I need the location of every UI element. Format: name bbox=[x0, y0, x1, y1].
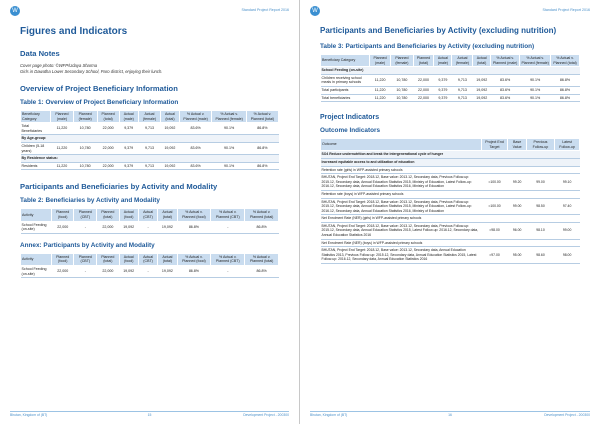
table-cell: 10,780 bbox=[391, 74, 413, 86]
table-cell: 9,379 bbox=[434, 86, 452, 94]
page-number: 15 bbox=[147, 413, 152, 417]
table-cell: =98.00 bbox=[481, 222, 508, 239]
table-cell: 83.6% bbox=[490, 74, 519, 86]
footer-rule bbox=[10, 411, 289, 412]
table-cell: 98.00 bbox=[555, 247, 580, 264]
column-header: Planned (food) bbox=[51, 253, 74, 265]
row-label: School Feeding (on-site) bbox=[21, 265, 52, 277]
table-header-row bbox=[321, 55, 580, 67]
table-cell: 90.1% bbox=[212, 123, 246, 135]
data-notes-heading: Data Notes bbox=[20, 49, 60, 58]
table-cell: 9,713 bbox=[138, 162, 160, 170]
wfp-logo-icon: W bbox=[310, 6, 320, 16]
row-label: Children (5-18 years) bbox=[21, 142, 51, 154]
footer-left: Bhutan, Kingdom of (BT) bbox=[10, 413, 48, 417]
table-cell: 90.1% bbox=[520, 86, 551, 94]
table-header-row bbox=[21, 253, 279, 265]
table-header-row bbox=[321, 139, 580, 151]
group-label: SO4 Reduce undernutrition and break the intergenerational cycle of hunger bbox=[321, 151, 580, 159]
table-cell: 83.6% bbox=[179, 162, 212, 170]
page-number: 16 bbox=[448, 413, 452, 417]
table-group-row bbox=[321, 67, 580, 75]
table-cell: 9,713 bbox=[138, 123, 160, 135]
column-header: Planned (female) bbox=[391, 55, 413, 67]
table-cell: 19,092 bbox=[473, 94, 491, 102]
table-cell: 86.8% bbox=[177, 265, 211, 277]
column-header: Beneficiary Category bbox=[21, 111, 51, 123]
table-group-row bbox=[321, 239, 580, 247]
group-label: Retention rate (girls) in WFP-assisted primary schools bbox=[321, 166, 580, 174]
column-header: Actual (total) bbox=[158, 209, 177, 221]
table-cell: 22,000 bbox=[413, 86, 434, 94]
column-header: Activity bbox=[21, 253, 52, 265]
column-header: Actual (CBT) bbox=[138, 253, 157, 265]
table-cell: 86.8% bbox=[551, 74, 580, 86]
column-header: Actual (male) bbox=[119, 111, 138, 123]
table-cell: 99.10 bbox=[555, 174, 580, 191]
column-header: % Actual v. Planned (female) bbox=[212, 111, 246, 123]
outcome-indicators-heading: Outcome Indicators bbox=[320, 127, 381, 135]
table-cell: 10,780 bbox=[73, 162, 97, 170]
table-cell: 19,092 bbox=[161, 123, 180, 135]
column-header: Planned (food) bbox=[51, 209, 74, 221]
participants-heading: Participants and Beneficiaries by Activity and Modality bbox=[20, 182, 218, 192]
table-header-row bbox=[21, 209, 279, 221]
column-header: Planned (total) bbox=[97, 111, 119, 123]
group-label: By Age-group: bbox=[21, 135, 279, 143]
table-group-row bbox=[21, 135, 279, 143]
data-note-line: Girls in Dawatha Lower Secondary School, Paro district, enjoying their lunch. bbox=[20, 69, 163, 74]
column-header: Previous Follow-up bbox=[526, 139, 554, 151]
column-header: Actual (total) bbox=[473, 55, 491, 67]
table-cell: 9,379 bbox=[434, 74, 452, 86]
table-cell: 83.6% bbox=[490, 86, 519, 94]
table-cell: 90.1% bbox=[520, 74, 551, 86]
table-cell: 99.00 bbox=[555, 222, 580, 239]
table-row bbox=[21, 162, 279, 170]
table-row bbox=[321, 86, 580, 94]
page-right bbox=[300, 0, 600, 424]
page-title: Figures and Indicators bbox=[20, 26, 128, 37]
table-cell: 11,220 bbox=[51, 142, 73, 154]
column-header: Actual (CBT) bbox=[138, 209, 157, 221]
table-cell: 86.8% bbox=[551, 86, 580, 94]
column-header: Base Value bbox=[508, 139, 526, 151]
table-cell: 19,092 bbox=[161, 162, 180, 170]
column-header: Actual (total) bbox=[161, 111, 180, 123]
table-row bbox=[321, 94, 580, 102]
group-label: Net Enrolment Rate (NER) (boys) in WFP-assisted primary schools bbox=[321, 239, 580, 247]
table-cell: 86.8% bbox=[246, 162, 278, 170]
table-cell: 19,092 bbox=[473, 74, 491, 86]
column-header: Actual (male) bbox=[434, 55, 452, 67]
table-cell: =100.00 bbox=[481, 174, 508, 191]
table-row bbox=[21, 142, 279, 154]
table-cell: 98.10 bbox=[526, 222, 554, 239]
table-cell: 19,092 bbox=[158, 265, 177, 277]
table1-title: Table 1: Overview of Project Beneficiary Information bbox=[20, 99, 179, 106]
annex-title: Annex: Participants by Activity and Modality bbox=[20, 241, 155, 249]
table-cell: 22,000 bbox=[97, 265, 119, 277]
page-footer bbox=[310, 413, 590, 419]
table-cell: =100.00 bbox=[481, 198, 508, 215]
group-label: By Residence status: bbox=[21, 155, 279, 163]
table1 bbox=[20, 110, 279, 170]
page-header bbox=[10, 6, 289, 16]
table-cell: 83.6% bbox=[490, 94, 519, 102]
table-cell: 19,092 bbox=[473, 86, 491, 94]
column-header: Planned (total) bbox=[97, 209, 119, 221]
table-cell: 19,092 bbox=[119, 265, 138, 277]
footer-right: Development Project - 200300 bbox=[243, 413, 289, 417]
table-cell: 10,780 bbox=[391, 94, 413, 102]
row-label: Children receiving school meals in primary schools bbox=[321, 74, 370, 86]
column-header: % Actual v. Planned (CBT) bbox=[211, 253, 245, 265]
page-title: Participants and Beneficiaries by Activity (excluding nutrition) bbox=[320, 26, 557, 35]
column-header: % Actual v. Planned (male) bbox=[179, 111, 212, 123]
table-cell: 96.00 bbox=[508, 222, 526, 239]
table-cell: 10,780 bbox=[391, 86, 413, 94]
table-cell: 86.8% bbox=[177, 221, 211, 233]
table-cell: 11,220 bbox=[51, 123, 73, 135]
table-cell: - bbox=[138, 265, 157, 277]
table-cell: 95.00 bbox=[508, 247, 526, 264]
column-header: % Actual v. Planned (total) bbox=[245, 253, 279, 265]
page-content bbox=[320, 26, 580, 264]
table-cell: 10,780 bbox=[73, 142, 97, 154]
table-row bbox=[21, 221, 279, 233]
table-group-row bbox=[321, 158, 580, 166]
row-label: Residents bbox=[21, 162, 51, 170]
table-cell: 99.00 bbox=[508, 198, 526, 215]
row-label: Total beneficiaries bbox=[321, 94, 370, 102]
table-cell: 9,379 bbox=[119, 123, 138, 135]
column-header: % Actual v. Planned (total) bbox=[246, 111, 278, 123]
table-row bbox=[21, 123, 279, 135]
table-cell: 86.8% bbox=[245, 221, 279, 233]
table-group-row bbox=[321, 215, 580, 223]
table-cell: 9,713 bbox=[452, 94, 473, 102]
table-cell: 9,713 bbox=[452, 86, 473, 94]
column-header: Planned (female) bbox=[73, 111, 97, 123]
table2 bbox=[20, 208, 279, 233]
table-row bbox=[321, 247, 580, 264]
table-cell: 22,000 bbox=[51, 221, 74, 233]
table-header-row bbox=[21, 111, 279, 123]
table-group-row bbox=[321, 166, 580, 174]
wfp-logo-icon: W bbox=[10, 6, 20, 16]
project-indicators-heading: Project Indicators bbox=[320, 114, 380, 122]
table-cell: 11,220 bbox=[370, 86, 391, 94]
row-label: BHUTAN, Project End Target: 2018.12, Base value: 2013.12, Secondary data, Annual Education Statistics 2013, Previous Follow-up: 2015.12, Secondary data, Annual Education Statistics 2015, Latest Follow-up: 2016.12, Secondary data, Annual Education Statistics 2016 bbox=[321, 247, 482, 264]
table-cell: 86.8% bbox=[246, 142, 278, 154]
table-row bbox=[321, 222, 580, 239]
table-row bbox=[321, 198, 580, 215]
table-cell: 22,000 bbox=[413, 74, 434, 86]
table3-title: Table 3: Participants and Beneficiaries by Activity (excluding nutrition) bbox=[320, 43, 535, 50]
column-header: Activity bbox=[21, 209, 52, 221]
table-cell: 22,000 bbox=[97, 142, 119, 154]
table-cell: - bbox=[74, 265, 97, 277]
table-cell: 86.8% bbox=[245, 265, 279, 277]
table-group-row bbox=[321, 151, 580, 159]
column-header: Actual (total) bbox=[158, 253, 177, 265]
table-cell: 98.60 bbox=[526, 247, 554, 264]
column-header: Beneficiary Category bbox=[321, 55, 370, 67]
table-cell: - bbox=[74, 221, 97, 233]
table-cell: 22,000 bbox=[413, 94, 434, 102]
footer-right: Development Project - 200300 bbox=[544, 413, 590, 417]
table-group-row bbox=[21, 155, 279, 163]
table-cell: 11,220 bbox=[370, 94, 391, 102]
column-header: % Actual v. Planned (female) bbox=[520, 55, 551, 67]
group-label: Net Enrolment Rate (NER) (girls) in WFP-assisted primary schools bbox=[321, 215, 580, 223]
header-text: Standard Project Report 2016 bbox=[542, 8, 590, 12]
column-header: % Actual v. Planned (male) bbox=[490, 55, 519, 67]
table-cell: - bbox=[211, 221, 245, 233]
row-label: Total participants bbox=[321, 86, 370, 94]
table-cell: 90.1% bbox=[212, 162, 246, 170]
table-cell: 99.00 bbox=[526, 174, 554, 191]
row-label: Total Beneficiaries bbox=[21, 123, 51, 135]
footer-left: Bhutan, Kingdom of (BT) bbox=[310, 413, 348, 417]
column-header: % Actual v. Planned (CBT) bbox=[211, 209, 245, 221]
table-cell: 9,713 bbox=[452, 74, 473, 86]
column-header: % Actual v. Planned (food) bbox=[177, 209, 211, 221]
table-cell: 9,379 bbox=[119, 162, 138, 170]
column-header: Actual (female) bbox=[138, 111, 160, 123]
column-header: Planned (total) bbox=[413, 55, 434, 67]
table-row bbox=[321, 174, 580, 191]
table-group-row bbox=[321, 190, 580, 198]
table-cell: 9,379 bbox=[119, 142, 138, 154]
annex-table bbox=[20, 253, 279, 278]
table-row bbox=[21, 265, 279, 277]
table3 bbox=[320, 54, 580, 102]
table-cell: 19,092 bbox=[158, 221, 177, 233]
table-cell: 90.1% bbox=[212, 142, 246, 154]
row-label: School Feeding (on-site) bbox=[21, 221, 52, 233]
table-cell: - bbox=[138, 221, 157, 233]
column-header: Actual (food) bbox=[119, 209, 138, 221]
table-cell: 22,000 bbox=[51, 265, 74, 277]
column-header: Planned (total) bbox=[97, 253, 119, 265]
table-cell: 9,379 bbox=[434, 94, 452, 102]
column-header: Planned (CBT) bbox=[74, 253, 97, 265]
column-header: Outcome bbox=[321, 139, 482, 151]
table-cell: 19,092 bbox=[161, 142, 180, 154]
column-header: % Actual v. Planned (total) bbox=[551, 55, 580, 67]
row-label: BHUTAN, Project End Target: 2018.12, Base value: 2013.12, Secondary data, Previous Follow-up: 2015.12, Secondary data, Annual Education Statistics 2015, Ministry of Education, Latest Follow-up: 2016.12, Secondary data, Annual Education Statistics 2016, Ministry of Education bbox=[321, 174, 482, 191]
table-cell: 22,000 bbox=[97, 123, 119, 135]
table-cell: 22,000 bbox=[97, 221, 119, 233]
data-note-line: Cover page photo: ©WFP/Udaya Sharma bbox=[20, 63, 98, 68]
table-cell: 86.8% bbox=[246, 123, 278, 135]
column-header: % Actual v. Planned (food) bbox=[177, 253, 211, 265]
table-cell: 97.40 bbox=[555, 198, 580, 215]
overview-heading: Overview of Project Beneficiary Information bbox=[20, 84, 178, 93]
table-cell: 86.8% bbox=[551, 94, 580, 102]
group-label: School Feeding (on-site) bbox=[321, 67, 580, 75]
table-cell: 98.50 bbox=[526, 198, 554, 215]
column-header: Planned (male) bbox=[51, 111, 73, 123]
footer-rule bbox=[310, 411, 590, 412]
page-footer bbox=[10, 413, 289, 419]
table-row bbox=[321, 74, 580, 86]
outcome-indicators-table bbox=[320, 138, 580, 264]
table-cell: 11,220 bbox=[370, 74, 391, 86]
table-cell: 10,780 bbox=[73, 123, 97, 135]
table-cell: 11,220 bbox=[51, 162, 73, 170]
table-cell: 19,092 bbox=[119, 221, 138, 233]
group-label: Retention rate (boys) in WFP-assisted primary schools bbox=[321, 190, 580, 198]
row-label: BHUTAN, Project End Target: 2018.12, Base value: 2013.12, Secondary data, Previous Follow-up: 2015.12, Secondary data, Annual Education Statistics 2015, Ministry of Education, Latest Follow-up: 2016.12, Secondary data, Annual Education Statistics 2016, Ministry of Education bbox=[321, 198, 482, 215]
header-text: Standard Project Report 2016 bbox=[241, 8, 289, 12]
column-header: Planned (CBT) bbox=[74, 209, 97, 221]
column-header: Actual (food) bbox=[119, 253, 138, 265]
table-cell: =97.00 bbox=[481, 247, 508, 264]
table-cell: - bbox=[211, 265, 245, 277]
table-cell: 9,713 bbox=[138, 142, 160, 154]
group-label: Increased equitable access to and utilization of education bbox=[321, 158, 580, 166]
column-header: Latest Follow-up bbox=[555, 139, 580, 151]
row-label: BHUTAN, Project End Target: 2018.12, Base value: 2013.12, Secondary data, Previous Follow-up: 2015.12, Secondary data, Annual Education Statistics 2015, Latest Follow-up: 2016.12, Secondary data, Annual Education Statistics 2016 bbox=[321, 222, 482, 239]
page-content bbox=[20, 26, 279, 278]
table-cell: 22,000 bbox=[97, 162, 119, 170]
column-header: Actual (female) bbox=[452, 55, 473, 67]
column-header: % Actual v. Planned (total) bbox=[245, 209, 279, 221]
table-cell: 83.6% bbox=[179, 123, 212, 135]
column-header: Planned (male) bbox=[370, 55, 391, 67]
table-cell: 83.6% bbox=[179, 142, 212, 154]
column-header: Project End Target bbox=[481, 139, 508, 151]
table-cell: 90.1% bbox=[520, 94, 551, 102]
table-cell: 99.20 bbox=[508, 174, 526, 191]
table2-title: Table 2: Beneficiaries by Activity and Modality bbox=[20, 197, 160, 205]
page-header bbox=[310, 6, 590, 16]
